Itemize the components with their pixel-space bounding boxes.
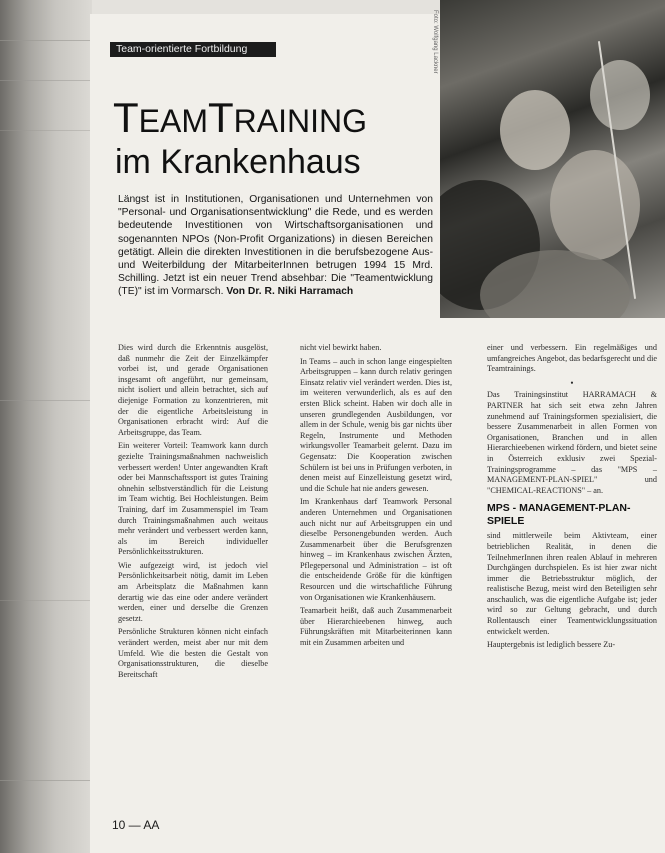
photo-credit: Foto: Wolfgang Lackner — [432, 10, 438, 74]
bullet-separator: • — [570, 377, 574, 388]
lead-paragraph — [118, 193, 433, 299]
headline-line1: TEAMTRAINING — [113, 94, 367, 141]
col3-paragraph: Das Trainingsinstitut HARRAMACH & PARTNER hat sich seit etwa zehn Jahren zunehmend auf Trainingsformen spezialisiert, die bessere Zusammenarbeit in allen Formen von Organisationen, Branchen und in allen Hierarchieebenen wirkend fördern, und bietet seine in Österreich exklusiv zwei Spezial-Trainingsprogramme – das "MPS – MANAGEMENT-PLAN-SPIEL" und "CHEMICAL-REACTIONS" – an. — [487, 390, 657, 495]
section-label: Team-orientierte Fortbildung — [110, 42, 276, 57]
col2-paragraph: Im Krankenhaus darf Teamwork Personal anderen Unternehmen und Organisationen auch nicht nur auf Arbeitsgruppen ein und dieselbe Personengebunden werden. Auch Zusammenarbeit über die Berufsgrenzen hinweg – im Krankenhaus zwischen Ärzten, Pflegepersonal und Administration – ist oft die entscheidende Größe für die künftigen Resourcen und die wirtschaftliche Führung von Organisationen wie Krankenhäusern. — [300, 497, 452, 602]
col3-paragraph: sind mittlerweile beim Aktivteam, einer betrieblichen Realität, in denen die TeilnehmerInnen ihren realen Ablauf in mehreren Durchgängen durchspielen. Es ist hier zwar nicht immer die Betriebsstruktur möglich, der realistische Bezug, meist wird den Beteiligten sehr anschaulich, was die eigentliche Aufgabe ist; jeder wird so zur Geltung gebracht, und durch Rollentausch einer Teamentwicklungssituation entwickelt werden. — [487, 531, 657, 636]
col2-paragraph: Teamarbeit heißt, daß auch Zusammenarbeit über Hierarchieebenen hinweg, auch Führungskräften mit Mitarbeiterinnen kann mit ein Zusammen arbeiten und — [300, 606, 452, 648]
column-2 — [300, 343, 452, 652]
column-3 — [487, 343, 657, 654]
team-photo — [440, 0, 665, 318]
mps-subheading: MPS - MANAGEMENT-PLAN-SPIELE — [487, 502, 631, 527]
col2-paragraph: nicht viel bewirkt haben. — [300, 343, 382, 352]
author-byline: Von Dr. R. Niki Harramach — [226, 286, 354, 298]
col3-paragraph: Hauptergebnis ist lediglich bessere Zu- — [487, 640, 616, 650]
lead-text: Längst ist in Institutionen, Organisationen und Unternehmen von "Personal- und Organisationsentwicklung" die Rede, und es werden bedeutende Investitionen von Wirtschaftsorganisationen und sogenannten NPOs (Non-Profit Organizations) in diesen Bereichen getätigt. Allein die direkten Investitionen in die berufsbezogene Aus- und Weiterbildung der MitarbeiterInnen betrugen 1994 15 Mrd. Schilling. Jetzt ist ein neuer Trend absehbar: Die "Teamentwicklung (TE)" ist im Vormarsch. — [118, 194, 433, 298]
column-1 — [118, 343, 268, 683]
col3-intro: einer und verbessern. Ein regelmäßiges und umfangreiches Angebot, das bedarfsgerecht und die Teamtrainings. — [487, 343, 657, 374]
col2-paragraph: In Teams – auch in schon lange eingespielten Arbeitsgruppen – kann durch relativ geringen Einsatz relativ viel verändert werden. Dies ist, im weiteren verwunderlich, als es auf den ersten Blick scheint. Haben wir doch alle in unseren grundlegenden Ausbildungen, vor allem in der Schule, wenig bis gar nichts über Regeln, Instrumente und Methoden wirkungsvoller Teamarbeit gelernt. Dazu im Gegensatz: Die Kooperation zwischen Schülern ist bei uns in Prüfungen verboten, in denen meist auf Einzelleistung gesetzt wird, und die Schule hat nie anders gewesen. — [300, 356, 452, 493]
col1-paragraph: Dies wird durch die Erkenntnis ausgelöst, daß nunmehr die Zeit der Einzelkämpfer vorbei ist, und gerade Organisationen insgesamt oft angeführt, nur gemeinsam, nicht isoliert und allein betrachtet, sich auf diejenige Formation zu konzentrieren, mit der die eigentliche Arbeitsleistung in Organisationen erbracht wird: Auf die Arbeitsgruppe, das Team. — [118, 343, 268, 437]
binding-edge — [0, 0, 92, 853]
page-number: 10 — AA — [112, 818, 160, 832]
col1-paragraph: Ein weiterer Vorteil: Teamwork kann durch gezielte Trainingsmaßnahmen nachweislich verbessert werden! Unter angewandten Kraft oder bei Mannschaftssport ist gutes Training ohnehin selbstverständlich für die Leistung im Team wichtig. Bei Hochleistungen. Beim Training, darf im Zusammenspiel im Team durch Trainingsmaßnahmen auch weitaus mehr verändert und verbessert werden kann, als im Bereich individueller Persönlichkeitsstrukturen. — [118, 441, 268, 557]
col1-paragraph: Persönliche Strukturen können nicht einfach verändert werden, meist aber nur mit dem Umfeld. Wie die besten die Gestalt von Organisationsstrukturen, die dieselbe Bereitschaft — [118, 627, 268, 679]
headline-line2: im Krankenhaus — [115, 143, 361, 181]
col1-paragraph: Wie aufgezeigt wird, ist jedoch viel Persönlichkeitsarbeit nötig, damit im Leben am Arbeitsplatz die Maßnahmen kann derartig wie das eine oder andere verändert werden, einer und derselbe die Grenzen gesetzt. — [118, 560, 268, 623]
